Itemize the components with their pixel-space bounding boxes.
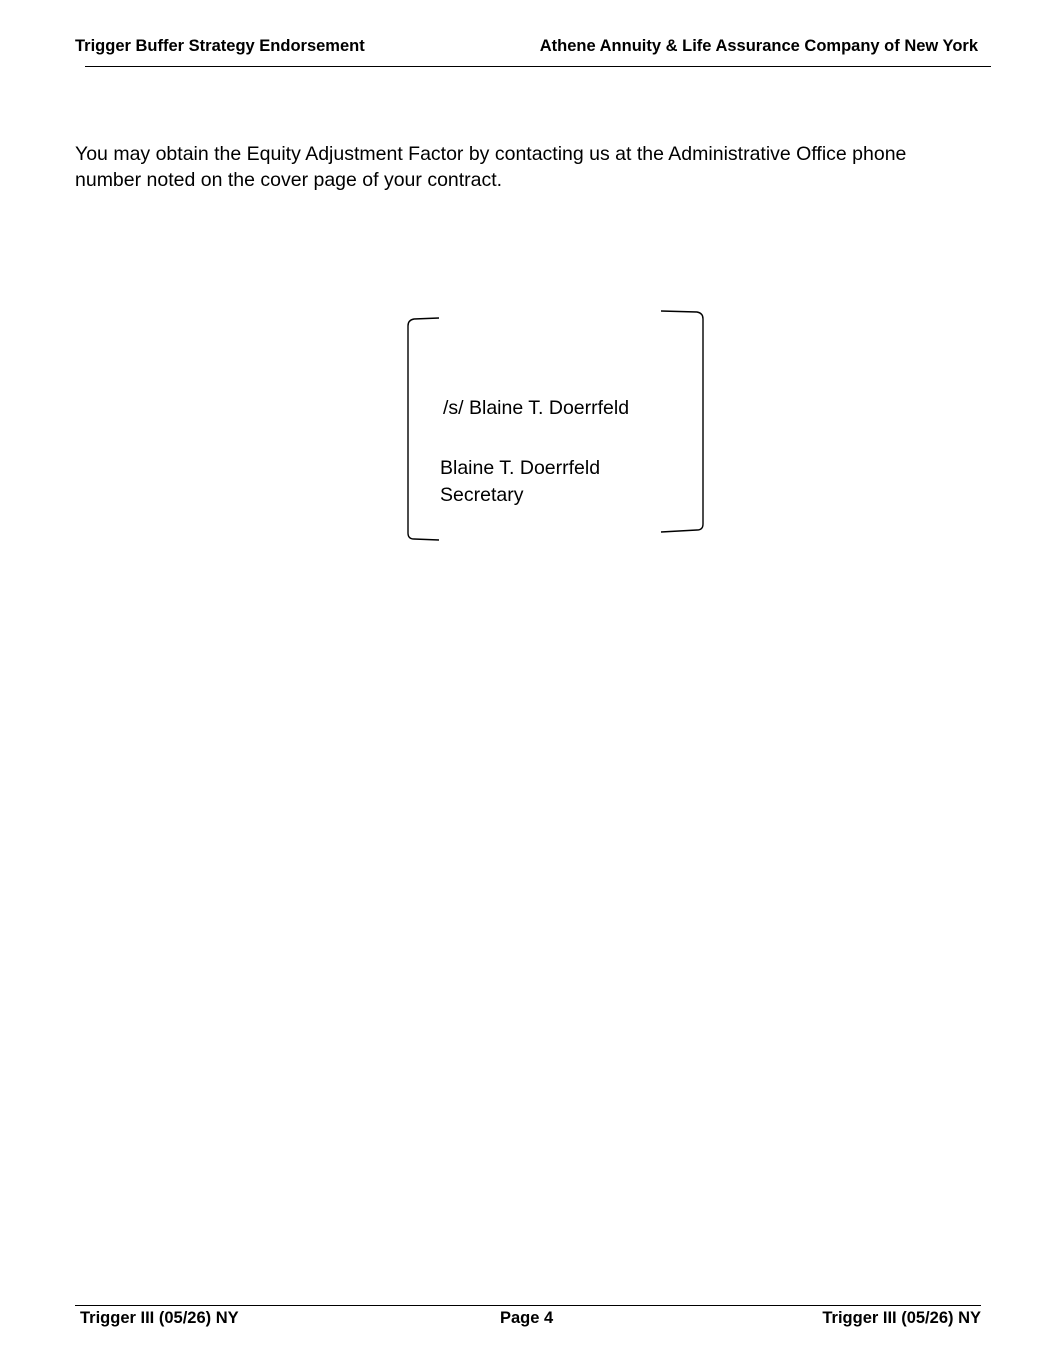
header-divider bbox=[85, 66, 991, 67]
right-bracket bbox=[661, 311, 703, 532]
signer-name: Blaine T. Doerrfeld bbox=[440, 457, 601, 479]
body-paragraph: You may obtain the Equity Adjustment Factor by contacting us at the Administrative Office phone number noted on the cover page of your contract. bbox=[75, 143, 907, 191]
left-bracket bbox=[408, 318, 439, 540]
company-name: Athene Annuity & Life Assurance Company of New York bbox=[539, 37, 978, 55]
footer-divider bbox=[75, 1305, 981, 1306]
footer-form-number-left: Trigger III (05/26) NY bbox=[80, 1309, 239, 1327]
signature-line: /s/ Blaine T. Doerrfeld bbox=[443, 397, 630, 419]
document-title: Trigger Buffer Strategy Endorsement bbox=[75, 37, 365, 55]
page-number: Page 4 bbox=[500, 1309, 554, 1327]
signer-title: Secretary bbox=[440, 484, 524, 506]
footer-form-number-right: Trigger III (05/26) NY bbox=[822, 1309, 981, 1327]
